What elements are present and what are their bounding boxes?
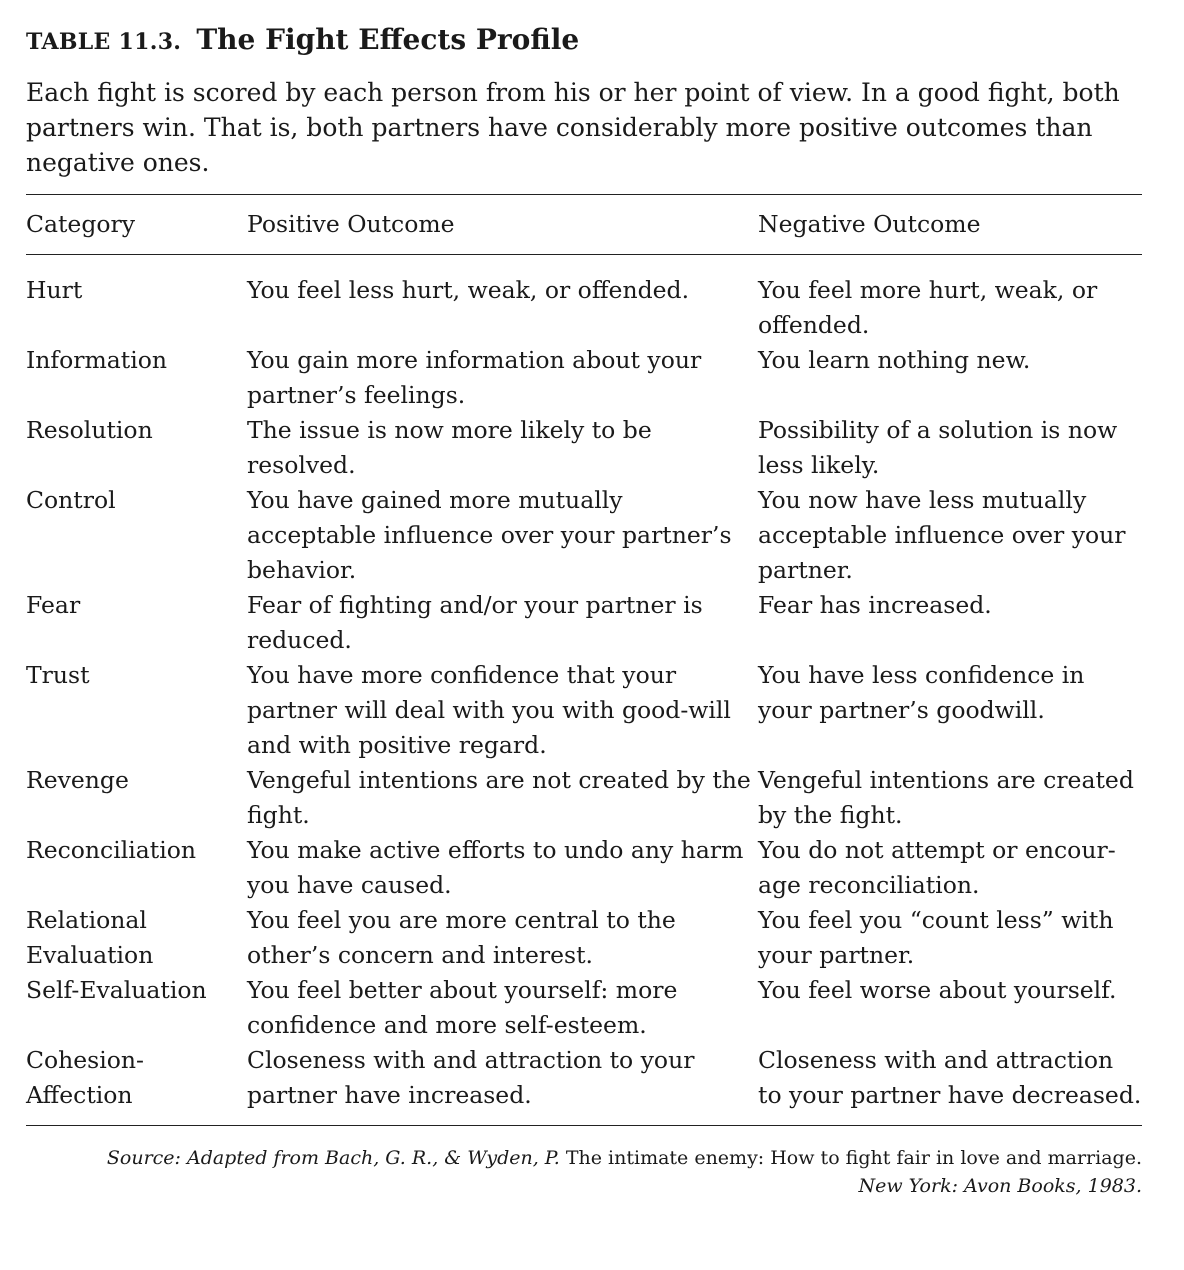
- negative-cell: Vengeful intentions are created by the fight.: [758, 765, 1134, 829]
- category-cell: Resolution: [26, 415, 153, 444]
- negative-cell: Closeness with and attraction to your partner have decreased.: [758, 1045, 1142, 1109]
- negative-cell: Fear has increased.: [758, 590, 992, 619]
- negative-cell: You have less confidence in your partner’s goodwill.: [758, 660, 1085, 724]
- positive-cell: You feel less hurt, weak, or offended.: [247, 275, 690, 304]
- positive-cell: Fear of fighting and/or your partner is reduced.: [247, 590, 703, 654]
- negative-cell: You feel more hurt, weak, or offended.: [758, 275, 1098, 339]
- table-title-text: The Fight Effects Profile: [196, 23, 580, 56]
- table-row: [26, 1043, 1142, 1113]
- header-category: Category: [26, 209, 136, 238]
- table-body: [26, 255, 1142, 1113]
- table-caption: Each fight is scored by each person from his or her point of view. In a good fight, both partners win. That is, both partners have considerably more positive outcomes than negative ones.: [26, 77, 1120, 177]
- category-cell: Hurt: [26, 275, 83, 304]
- bottom-rule: [26, 1125, 1142, 1126]
- table-row: [26, 763, 1142, 833]
- positive-cell: You have gained more mutually acceptable influence over your partner’s behavior.: [247, 485, 732, 584]
- table-number: TABLE 11.3.: [26, 29, 182, 55]
- table-row: [26, 973, 1142, 1043]
- source-book-title: The intimate enemy: How to fight fair in love and marriage.: [565, 1146, 1142, 1169]
- negative-cell: You feel you “count less” with your partner.: [758, 905, 1114, 969]
- negative-cell: Possibility of a solution is now less likely.: [758, 415, 1118, 479]
- positive-cell: You feel you are more central to the other’s concern and interest.: [247, 905, 676, 969]
- negative-cell: You now have less mutually acceptable influence over your partner.: [758, 485, 1126, 584]
- table-row: [26, 483, 1142, 588]
- category-cell: Cohesion-Affection: [26, 1045, 144, 1109]
- positive-cell: You feel better about yourself: more confidence and more self-esteem.: [247, 975, 678, 1039]
- table-row: [26, 588, 1142, 658]
- negative-cell: You feel worse about yourself.: [758, 975, 1117, 1004]
- category-cell: Self-Evaluation: [26, 975, 207, 1004]
- category-cell: Reconciliation: [26, 835, 197, 864]
- table-row: [26, 903, 1142, 973]
- positive-cell: You make active efforts to undo any harm you have caused.: [247, 835, 744, 899]
- category-cell: Fear: [26, 590, 81, 619]
- table-title: [26, 22, 1142, 59]
- table-row: [26, 273, 1142, 343]
- document-page: [26, 22, 1142, 1200]
- negative-cell: You do not attempt or encour-age reconciliation.: [758, 835, 1116, 899]
- category-cell: Information: [26, 345, 168, 374]
- category-cell: Trust: [26, 660, 90, 689]
- header-negative-outcome: Negative Outcome: [758, 209, 981, 238]
- table-row: [26, 343, 1142, 413]
- source-note: [26, 1144, 1142, 1200]
- positive-cell: The issue is now more likely to be resolved.: [247, 415, 652, 479]
- category-cell: Revenge: [26, 765, 129, 794]
- table-row: [26, 833, 1142, 903]
- negative-cell: You learn nothing new.: [758, 345, 1031, 374]
- category-cell: Control: [26, 485, 116, 514]
- category-cell: Relational Evaluation: [26, 905, 154, 969]
- positive-cell: You have more confidence that your partner will deal with you with good-will and with positive regard.: [247, 660, 731, 759]
- positive-cell: Closeness with and attraction to your partner have increased.: [247, 1045, 695, 1109]
- table-row: [26, 413, 1142, 483]
- source-citation: Source: Adapted from Bach, G. R., & Wyden, P.: [106, 1146, 560, 1169]
- positive-cell: You gain more information about your partner’s feelings.: [247, 345, 702, 409]
- header-positive-outcome: Positive Outcome: [247, 209, 455, 238]
- positive-cell: Vengeful intentions are not created by the fight.: [247, 765, 751, 829]
- table-row: [26, 658, 1142, 763]
- table-header-row: [26, 195, 1142, 254]
- source-publisher: New York: Avon Books, 1983.: [858, 1174, 1142, 1197]
